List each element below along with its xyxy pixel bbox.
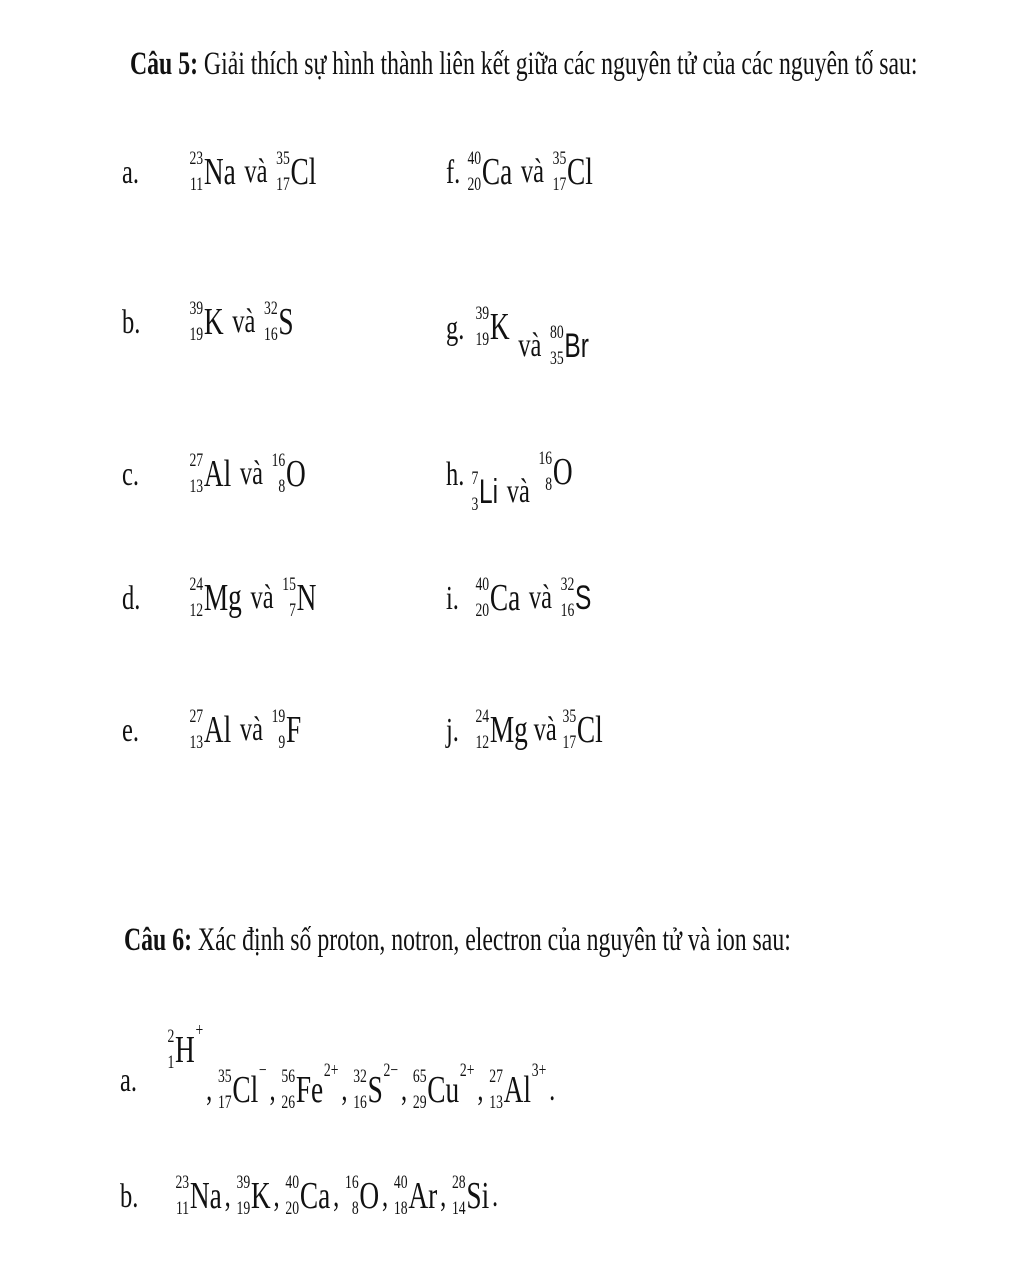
element-symbol: Cl [232,1068,259,1111]
atomic-number: 12 [475,731,490,753]
nuclide [276,146,316,197]
conjunction: và [518,326,542,364]
mass-number: 35 [562,706,577,727]
nuclide [553,146,593,197]
mass-number: 28 [451,1172,466,1193]
nuclide [467,146,512,197]
element-symbol: Fe [295,1068,324,1111]
q5-item-label: f. [446,154,461,191]
ion-charge: + [195,1020,204,1041]
nuclide [475,572,520,623]
q5-pair-e [188,704,303,755]
q5-pair-f [466,146,594,197]
separator: , [440,1176,447,1214]
mass-number: 32 [353,1066,367,1087]
element-symbol: O [552,450,573,493]
nuclide [353,1060,399,1115]
element-symbol: Na [189,1174,222,1217]
nuclide [189,296,223,347]
q6-atom-list-b [174,1170,503,1221]
element-symbol: N [296,576,317,619]
separator: , [273,1176,280,1214]
mass-number: 35 [276,148,290,169]
atomic-number: 16 [263,323,278,345]
conjunction: và [232,302,256,340]
atomic-number: 20 [467,173,482,195]
question-5-label: Câu 5: [130,46,198,82]
q5-pair-h [470,426,574,517]
nuclide [272,704,302,755]
atomic-number: 1 [167,1051,175,1073]
element-symbol: S [278,300,294,343]
conjunction: và [533,710,557,748]
element-symbol: S [367,1068,383,1111]
mass-number: 24 [475,706,490,727]
nuclide [475,704,527,755]
nuclide [189,448,231,499]
element-symbol: Mg [203,576,242,619]
atomic-number: 13 [189,475,204,497]
element-symbol: K [250,1174,271,1217]
element-symbol: Si [466,1174,490,1217]
q5-item-label: g. [446,310,465,347]
mass-number: 27 [189,706,204,727]
conjunction: và [506,472,530,510]
element-symbol: Al [203,708,232,751]
atomic-number: 18 [393,1197,408,1219]
separator: , [224,1176,231,1214]
q5-pair-i [474,572,593,623]
separator: , [341,1070,348,1108]
question-5-heading [130,46,918,83]
atomic-number: 17 [562,731,577,753]
element-symbol: Al [203,452,232,495]
nuclide [538,446,572,497]
nuclide [345,1170,379,1221]
atomic-number: 26 [281,1091,296,1113]
atomic-number: 17 [217,1091,232,1113]
mass-number: 35 [217,1066,232,1087]
ion-charge: 3+ [531,1060,547,1081]
mass-number: 27 [189,450,204,471]
mass-number: 80 [549,322,564,343]
conjunction: và [520,152,544,190]
atomic-number: 11 [175,1197,190,1219]
q5-item-label: c. [122,456,139,493]
nuclide [264,296,294,347]
separator: , [206,1070,213,1108]
q5-item-label: a. [122,154,139,191]
element-symbol: Ar [408,1174,438,1217]
q5-item-label: e. [122,712,139,749]
conjunction: và [250,578,274,616]
mass-number: 23 [189,148,204,169]
atomic-number: 17 [552,173,567,195]
nuclide [175,1170,221,1221]
q5-item-label: i. [446,580,459,617]
question-6-heading [124,922,791,959]
atomic-number: 19 [189,323,204,345]
q5-pair-g [474,282,590,371]
element-symbol: Ca [481,150,513,193]
mass-number: 39 [475,303,490,324]
mass-number: 16 [538,448,553,469]
atomic-number: 19 [475,328,490,350]
q5-item-label: j. [446,712,459,749]
mass-number: 16 [344,1172,359,1193]
mass-number: 39 [236,1172,251,1193]
nuclide [394,1170,437,1221]
nuclide [189,704,231,755]
element-symbol: Mg [489,708,528,751]
element-symbol: H [175,1028,195,1071]
q5-pair-d [188,572,318,623]
atomic-number: 16 [560,599,575,621]
separator: , [382,1176,389,1214]
nuclide [282,572,316,623]
question-5-text: Giải thích sự hình thành liên kết giữa các nguyên tử của các nguyên tố sau: [197,46,918,82]
atomic-number: 20 [285,1197,300,1219]
nuclide [471,466,498,517]
mass-number: 24 [189,574,204,595]
q5-item-label: d. [122,580,141,617]
mass-number: 56 [281,1066,296,1087]
atomic-number: 9 [278,731,286,753]
q6-item-label: a. [120,1062,137,1099]
nuclide [217,1060,267,1115]
atomic-number: 35 [549,347,564,369]
question-6-label: Câu 6: [124,922,192,958]
mass-number: 35 [552,148,567,169]
conjunction: và [239,454,263,492]
q6-item-label: b. [120,1178,139,1215]
mass-number: 32 [560,574,575,595]
atomic-number: 3 [471,493,479,515]
atomic-number: 8 [278,475,286,497]
question-6-text: Xác định số proton, notron, electron của nguyên tử và ion sau: [191,922,791,958]
mass-number: 19 [271,706,286,727]
element-symbol: F [285,708,302,751]
nuclide [285,1170,330,1221]
conjunction: và [239,710,263,748]
mass-number: 7 [471,468,479,489]
mass-number: 27 [489,1066,503,1087]
atomic-number: 12 [189,599,204,621]
atomic-number: 8 [545,473,553,495]
nuclide [550,320,589,371]
mass-number: 16 [271,450,286,471]
separator: , [477,1070,484,1108]
atomic-number: 17 [276,173,290,195]
atomic-number: 20 [475,599,490,621]
mass-number: 32 [263,298,278,319]
nuclide [167,1020,204,1075]
q5-pair-j [474,704,604,755]
nuclide [412,1060,475,1115]
element-symbol: O [285,452,306,495]
separator: , [269,1070,276,1108]
q5-item-label: b. [122,304,141,341]
atomic-number: 11 [189,173,204,195]
mass-number: 65 [412,1066,427,1087]
nuclide [562,704,602,755]
nuclide [561,572,592,623]
element-symbol: Cl [567,150,593,193]
mass-number: 23 [175,1172,190,1193]
element-symbol: Cl [576,708,603,751]
mass-number: 40 [393,1172,408,1193]
nuclide [237,1170,271,1221]
atomic-number: 13 [489,1091,503,1113]
atomic-number: 14 [451,1197,466,1219]
ion-charge: − [258,1060,267,1081]
ion-charge: 2− [383,1060,399,1081]
mass-number: 39 [189,298,204,319]
nuclide [475,301,509,352]
mass-number: 40 [285,1172,300,1193]
separator: , [400,1070,408,1108]
nuclide [489,1060,547,1115]
mass-number: 2 [167,1026,175,1047]
element-symbol: Ca [489,576,521,619]
separator: , [333,1176,340,1214]
q5-item-label: h. [446,456,465,493]
atomic-number: 8 [351,1197,359,1219]
element-symbol: Al [503,1068,532,1111]
element-symbol: Na [203,150,236,193]
ion-charge: 2+ [323,1060,339,1081]
nuclide [452,1170,489,1221]
mass-number: 15 [282,574,296,595]
nuclide [272,448,306,499]
atomic-number: 13 [189,731,204,753]
element-symbol: K [203,300,224,343]
atomic-number: 19 [236,1197,251,1219]
element-symbol: K [489,305,510,348]
nuclide [189,146,235,197]
element-symbol: Li [479,472,499,511]
atomic-number: 29 [412,1091,427,1113]
element-symbol: Br [564,326,589,365]
conjunction: và [528,578,552,616]
q5-pair-b [188,296,295,347]
ion-charge: 2+ [459,1060,475,1081]
element-symbol: S [575,578,592,617]
element-symbol: O [359,1174,380,1217]
nuclide [189,572,241,623]
element-symbol: Cl [290,150,317,193]
mass-number: 40 [475,574,490,595]
element-symbol: Ca [299,1174,331,1217]
q5-pair-c [188,448,307,499]
nuclide [281,1060,339,1115]
q5-pair-a [188,146,318,197]
end-period: . [549,1070,556,1108]
mass-number: 40 [467,148,482,169]
conjunction: và [244,152,268,190]
atomic-number: 7 [289,599,296,621]
atomic-number: 16 [353,1091,367,1113]
q6-ion-list-a [166,1020,560,1115]
end-period: . [492,1176,499,1214]
element-symbol: Cu [427,1068,460,1111]
